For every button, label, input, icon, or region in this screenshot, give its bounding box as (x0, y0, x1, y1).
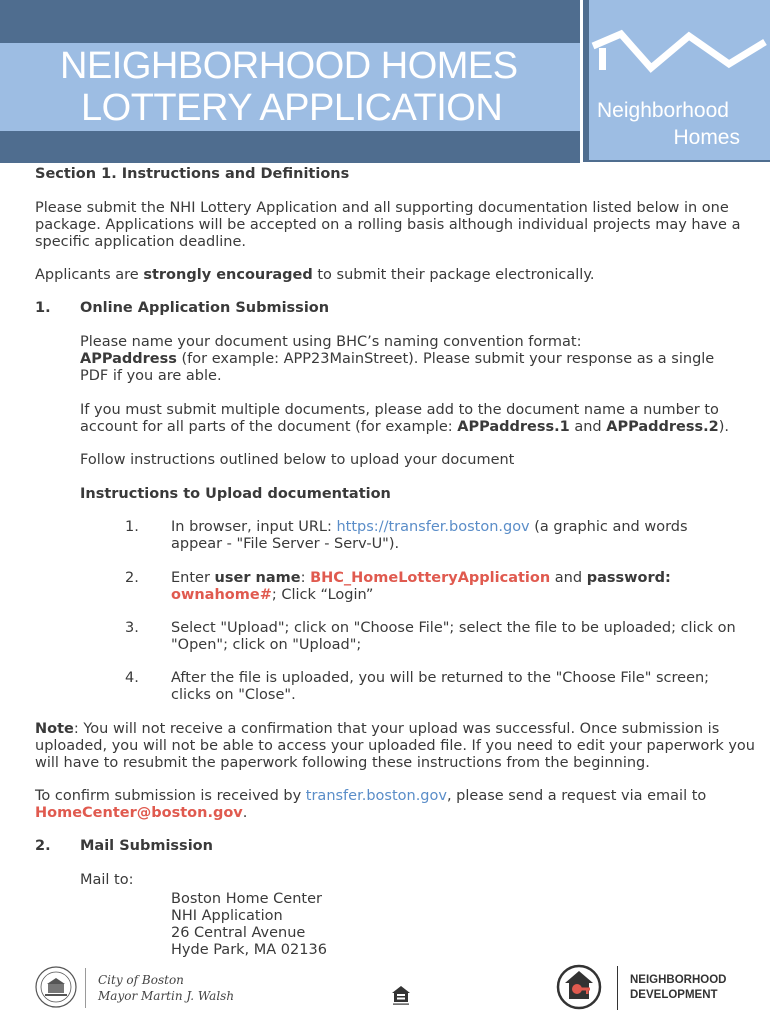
note-paragraph (35, 721, 755, 772)
house-roof-icon (589, 28, 770, 100)
multi-example-1: APPaddress.1 (457, 419, 570, 435)
transfer-url-link[interactable]: https://transfer.boston.gov (336, 519, 530, 535)
step-1-post: (a graphic and words appear - "File Server - Serv-U"). (171, 519, 688, 552)
naming-line: Please name your document using BHC’s naming convention format: (80, 334, 582, 350)
username-label: user name (214, 570, 301, 586)
title-line-1: NEIGHBORHOOD HOMES (60, 45, 518, 87)
naming-format: APPaddress (80, 351, 177, 367)
section-heading: Section 1. Instructions and Definitions (35, 166, 350, 182)
multi-text: If you must submit multiple documents, please add to the document name a number to account for all parts of the document (for example: (80, 402, 719, 435)
note-text: : You will not receive a confirmation that your upload was successful. Once submission is uploaded, you will not be able to access your uploaded file. If you need to edit your paperwork you will have to resubmit the paperwork following these instructions from the beginning. (35, 721, 755, 771)
encourage-emphasis: strongly encouraged (143, 267, 313, 283)
mayor-name: Mayor Martin J. Walsh (98, 989, 235, 1003)
step-2-post: ; Click “Login” (271, 587, 374, 603)
step-2-enter: Enter (171, 570, 215, 586)
mail-heading: Mail Submission (80, 838, 213, 854)
brand-logo (597, 97, 740, 151)
encourage-text: Applicants are (35, 267, 144, 283)
address-line: Hyde Park, MA 02136 (171, 942, 327, 958)
step-3-number: 3. (125, 620, 139, 636)
naming-rest: (for example: APP23MainStreet). Please submit your response as a single PDF if you are able. (80, 351, 715, 384)
multi-doc-paragraph (80, 402, 750, 436)
dept-divider (617, 966, 618, 1010)
brand-line-2: Homes (673, 126, 740, 149)
step-1-number: 1. (125, 519, 139, 535)
house-key-icon (556, 962, 602, 1012)
intro-paragraph: Please submit the NHI Lottery Application and all supporting documentation listed below in one package. Applications will be accepted on a rolling basis although individual projects may have a specific application deadline. (35, 200, 741, 250)
step-1-pre: In browser, input URL: (171, 519, 337, 535)
confirm-text-end: , please send a request via email to (446, 788, 707, 804)
step-3-text: Select "Upload"; click on "Choose File"; select the file to be uploaded; click on "Open"; click on "Upload"; (171, 620, 736, 653)
address-line: Boston Home Center (171, 891, 322, 907)
page-title (0, 43, 580, 131)
department-name (630, 973, 726, 1003)
step-4-text: After the file is uploaded, you will be returned to the "Choose File" screen; clicks on "Close". (171, 670, 710, 703)
mail-number: 2. (35, 838, 51, 854)
multi-example-2: APPaddress.2 (606, 419, 719, 435)
city-name: City of Boston (98, 973, 184, 987)
confirm-period: . (242, 805, 248, 821)
step-2-text (171, 570, 731, 604)
mailing-address (171, 891, 327, 959)
title-line-2: LOTTERY APPLICATION (81, 87, 503, 129)
note-label: Note (35, 721, 74, 737)
online-heading: Online Application Submission (80, 300, 330, 316)
encourage-paragraph (35, 267, 755, 284)
username-value: BHC_HomeLotteryApplication (310, 570, 551, 586)
upload-heading: Instructions to Upload documentation (80, 486, 391, 502)
equal-housing-icon (390, 984, 412, 1006)
dept-line-2: DEVELOPMENT (630, 989, 718, 1001)
multi-and: and (569, 419, 607, 435)
password-label: password: (586, 570, 671, 586)
online-number: 1. (35, 300, 51, 316)
password-value: ownahome# (171, 587, 272, 603)
naming-paragraph (80, 334, 740, 385)
brand-line-1: Neighborhood (597, 99, 729, 122)
city-seal-icon (35, 966, 77, 1008)
transfer-link[interactable]: transfer.boston.gov (305, 788, 447, 804)
confirm-paragraph (35, 788, 755, 822)
address-line: NHI Application (171, 908, 283, 924)
step-2-number: 2. (125, 570, 139, 586)
step-2-colon: : (300, 570, 311, 586)
mail-to-label: Mail to: (80, 872, 134, 888)
multi-end: ). (718, 419, 729, 435)
encourage-text-end: to submit their package electronically. (312, 267, 595, 283)
step-4-number: 4. (125, 670, 139, 686)
naming-example (80, 351, 740, 385)
dept-line-1: NEIGHBORHOOD (630, 974, 727, 986)
step-1-text (171, 519, 736, 553)
address-line: 26 Central Avenue (171, 925, 306, 941)
step-2-and: and (550, 570, 587, 586)
footer-divider (85, 968, 86, 1008)
follow-text: Follow instructions outlined below to upload your document (80, 452, 515, 468)
city-signature (98, 972, 234, 1004)
email-link[interactable]: HomeCenter@boston.gov (35, 805, 243, 821)
confirm-text: To confirm submission is received by (35, 788, 306, 804)
